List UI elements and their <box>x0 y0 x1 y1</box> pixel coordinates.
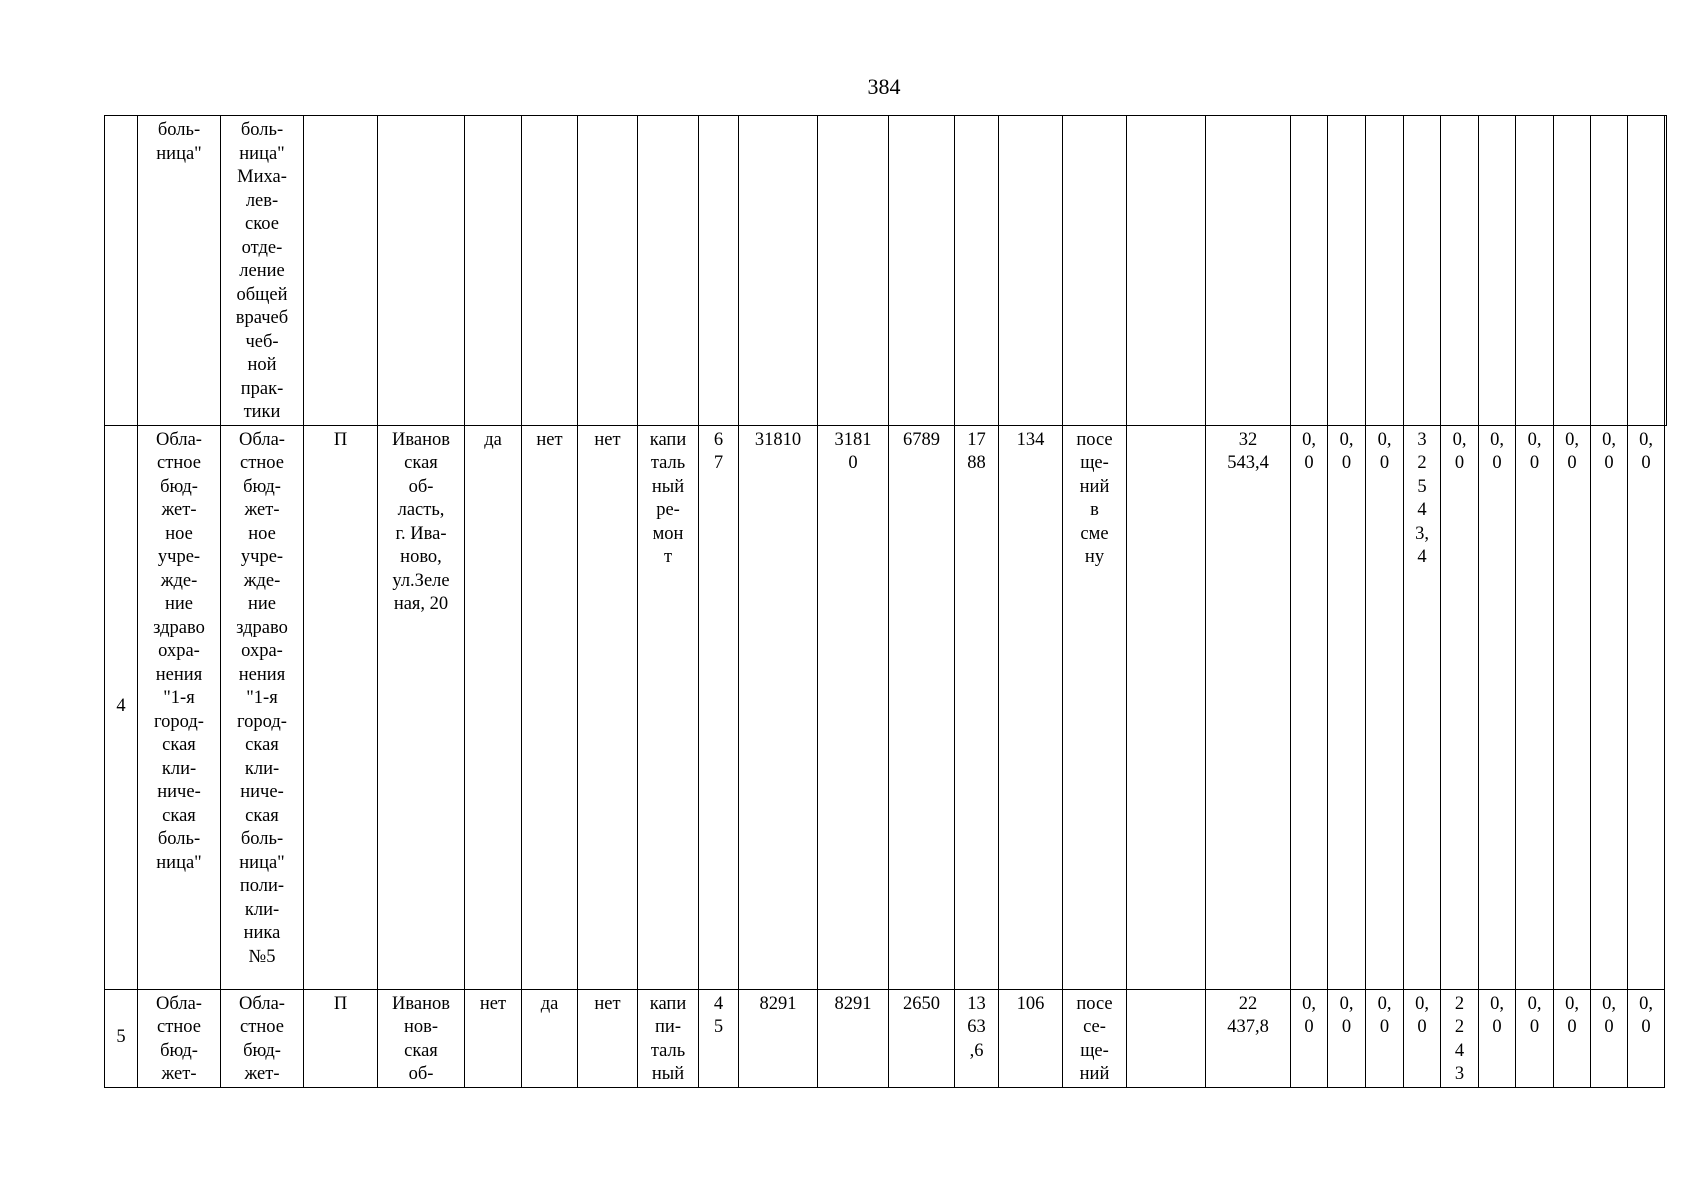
table-cell <box>1516 116 1554 426</box>
table-cell: 134 <box>999 425 1063 989</box>
table-cell: 0, 0 <box>1516 989 1554 1087</box>
table-cell <box>1127 989 1206 1087</box>
table-cell <box>1404 116 1441 426</box>
table-cell: 0, 0 <box>1479 989 1516 1087</box>
table-cell <box>304 116 378 426</box>
table-cell <box>818 116 889 426</box>
table-cell <box>1441 116 1479 426</box>
table-cell: нет <box>465 989 522 1087</box>
table-cell: Иванов ская об- ласть, г. Ива- ново, ул.Зеле ная, 20 <box>378 425 465 989</box>
table-cell: 3 2 5 4 3, 4 <box>1404 425 1441 989</box>
data-table <box>104 115 1667 1088</box>
table-cell: боль- ница" <box>138 116 221 426</box>
table-cell: 0, 0 <box>1554 425 1591 989</box>
table-cell: 6 7 <box>699 425 739 989</box>
table-cell <box>1554 116 1591 426</box>
table-cell: Иванов нов- ская об- <box>378 989 465 1087</box>
table-cell <box>465 116 522 426</box>
table-cell: да <box>522 989 578 1087</box>
table-cell: 6789 <box>889 425 955 989</box>
table-cell <box>1328 116 1366 426</box>
table-cell: 0, 0 <box>1291 989 1328 1087</box>
table-cell <box>739 116 818 426</box>
table-cell: капи таль ный ре- мон т <box>638 425 699 989</box>
table-cell <box>638 116 699 426</box>
table-cell: да <box>465 425 522 989</box>
table-cell: 4 5 <box>699 989 739 1087</box>
table-cell: П <box>304 989 378 1087</box>
row-number-cell <box>105 116 138 426</box>
table-cell: 0, 0 <box>1479 425 1516 989</box>
table-cell: капи пи- таль ный <box>638 989 699 1087</box>
table-cell: 8291 <box>818 989 889 1087</box>
row-number-cell: 5 <box>105 989 138 1087</box>
table-cell: 13 63 ,6 <box>955 989 999 1087</box>
table-cell: 0, 0 <box>1554 989 1591 1087</box>
table-cell <box>1206 116 1291 426</box>
table-cell: нет <box>578 425 638 989</box>
table-cell: 0, 0 <box>1328 989 1366 1087</box>
table-cell: 22 437,8 <box>1206 989 1291 1087</box>
table-cell: 0, 0 <box>1591 425 1628 989</box>
table-cell: 0, 0 <box>1291 425 1328 989</box>
table-cell <box>1366 116 1404 426</box>
table-cell: боль- ница" Миха- лев- ское отде- ление общей врачеб чеб- ной прак- тики <box>221 116 304 426</box>
table-cell: 106 <box>999 989 1063 1087</box>
table-cell <box>1127 116 1206 426</box>
table-cell: посе ще- ний в сме ну <box>1063 425 1127 989</box>
table-cell <box>999 116 1063 426</box>
table-cell: 8291 <box>739 989 818 1087</box>
table-cell <box>699 116 739 426</box>
table-cell: нет <box>522 425 578 989</box>
table-cell <box>578 116 638 426</box>
table-row <box>105 425 1667 989</box>
table-cell: 0, 0 <box>1516 425 1554 989</box>
table-cell: 0, 0 <box>1366 425 1404 989</box>
table-cell <box>1591 116 1628 426</box>
table-cell <box>522 116 578 426</box>
table-cell <box>955 116 999 426</box>
table-cell <box>1063 116 1127 426</box>
table-cell: 2650 <box>889 989 955 1087</box>
table-cell: 0, 0 <box>1628 425 1665 989</box>
table-cell <box>378 116 465 426</box>
table-cell: нет <box>578 989 638 1087</box>
table-cell: П <box>304 425 378 989</box>
table-cell: Обла- стное бюд- жет- ное учре- жде- ние здраво охра- нения "1-я город- ская кли- ниче- ская боль- ница" поли- кли- ника №5 <box>221 425 304 989</box>
table-cell <box>1628 116 1665 426</box>
table-cell: Обла- стное бюд- жет- <box>221 989 304 1087</box>
table-cell: 31810 <box>739 425 818 989</box>
table-cell: 2 2 4 3 <box>1441 989 1479 1087</box>
table-cell <box>889 116 955 426</box>
table-cell: 0, 0 <box>1366 989 1404 1087</box>
page-number: 384 <box>867 74 901 99</box>
table-cell: Обла- стное бюд- жет- ное учре- жде- ние здраво охра- нения "1-я город- ская кли- ниче- ская боль- ница" <box>138 425 221 989</box>
table-cell <box>1665 116 1667 426</box>
table-cell: 17 88 <box>955 425 999 989</box>
table-row <box>105 116 1667 426</box>
table-cell: 0, 0 <box>1441 425 1479 989</box>
table-cell: 0, 0 <box>1328 425 1366 989</box>
table-cell: Обла- стное бюд- жет- <box>138 989 221 1087</box>
table-cell: посе се- ще- ний <box>1063 989 1127 1087</box>
table-row <box>105 989 1667 1087</box>
table-cell: 0, 0 <box>1404 989 1441 1087</box>
row-number-cell: 4 <box>105 425 138 989</box>
table-cell <box>1479 116 1516 426</box>
table-cell <box>1127 425 1206 989</box>
table-cell: 0, 0 <box>1591 989 1628 1087</box>
table-cell: 32 543,4 <box>1206 425 1291 989</box>
table-cell <box>1291 116 1328 426</box>
table-cell: 3181 0 <box>818 425 889 989</box>
table-cell: 0, 0 <box>1628 989 1665 1087</box>
